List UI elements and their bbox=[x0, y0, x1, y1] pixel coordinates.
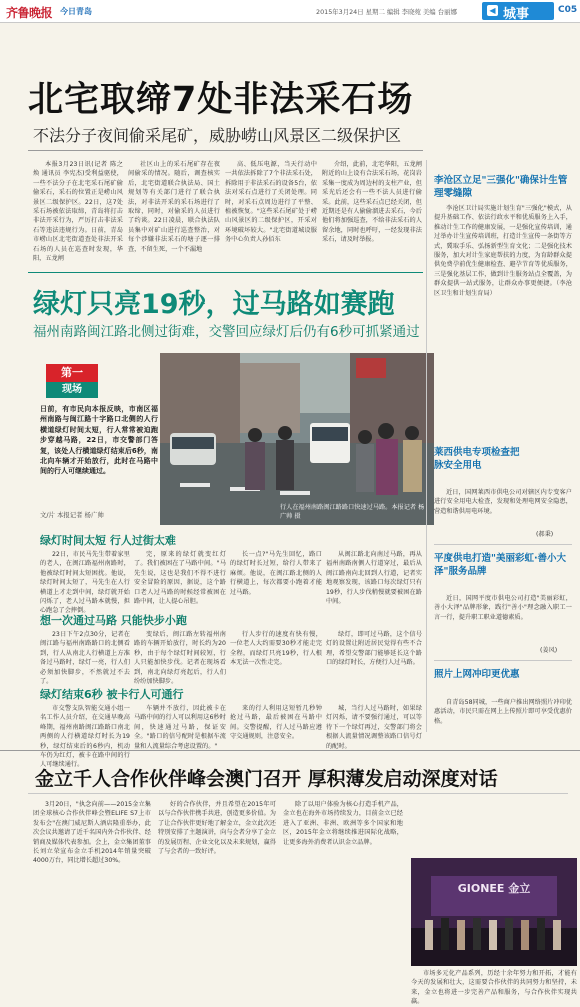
article1-subheadline: 不法分子夜间偷采尾矿，威胁崂山风景区二级保护区 bbox=[33, 126, 402, 145]
photo-logo-text: GIONEE 金立 bbox=[457, 882, 531, 895]
sub3-column-4: 城，当行人过马路时，如果绿灯闪烁，请不要强行通过，可以等待下一个绿灯再过，交警部门将会根据人流量情况调整该路口信号灯的配时。 bbox=[326, 705, 422, 750]
sidebar-byline-3: (姜风) bbox=[540, 647, 558, 654]
article1-column-4: 介绍，此前，北宅华阳，五龙闸附近的山上设有合法采石场，花岗岩采集一度成为周边村的支柱产业，但采光后还会有一些不法人员进行偷采。此前，这些采石点已经关闭，但近期还是有人偷偷溜进去采石，今后他们将加强巡查，不给非法采石的人留余地，同时也呼吁，一经发现非法采石，请及时举报。 bbox=[322, 161, 422, 244]
sidebar-text-1: 李沧区卫计局实施计划生育"三强化"模式，从提升基础工作、依法行政水平和优质服务上入手，推动计生工作的健康发展，一是强化宣传培训，通过举办计生宣传培训班，打造计生宣传一条街等方式，冀取手乐、弘扬新型生育文化；二是强化技术服务，加大对计生家庭帮扶的力度，为育龄群众提供免费孕前优生健康检查、避孕节育等优质服务，三是强化基层工作，做到计生服务站点全覆盖，为群众提供一站式服务，让群众办事更便捷。（李沧区卫生和计划生育局） bbox=[434, 205, 572, 297]
photo-caption: 行人在福州南路闽江路路口快速过马路。本报记者 杨广帅 摄 bbox=[280, 504, 425, 520]
article3-column-1: 3月20日，"执念向前——2015金立集团全球核心合作伙伴峰会暨ELIFE S7上市发布会"在澳门威尼斯人酒店隆重举办，此次会议共邀请了近千名国内外合作伙伴、经销商及媒体代表参加。会上，金立集团董事长刘立荣宣布金立手机2014年销量突破4000万台，同比增长超过30%。 bbox=[33, 801, 151, 865]
article3-column-2: 好的合作伙伴，并且希望在2015年可以与合作伙伴携手共进，创造更多价值。为了让合作伙伴更好地了解金立，金立此次还特别安排了主题演讲，向与会者分享了金立的发展历程、企业文化以及未来规划，赢得了与会者的一致好评。 bbox=[158, 801, 276, 856]
article3-column-4: 市场多元化产品系列，历经十余年努力和开拓，才能有今天的发展和壮大，这需要合作伙伴的共同努力和坚持，未来，金立也将进一步完善产品和服务，与合作伙伴实现共赢。 bbox=[411, 970, 577, 1006]
sub1-column-3: 长一点?"马先生回忆，路口的绿灯时长过短，给行人带来了麻烦。他说，在闽江路北侧的人行横道上，每次都要小跑着才能过马路。 bbox=[230, 551, 322, 596]
sidebar-headline-1: 李沧区立足"三强化"确保计生管理零缝隙 bbox=[434, 175, 568, 199]
sidebar-headline-2: 莱西供电专项检查把脉安全用电 bbox=[434, 447, 520, 471]
street-crossing-photo bbox=[160, 353, 434, 525]
sub2-column-1: 23日下午2点30分，记者在闽江路与福州南路路口的北侧看到，行人从南北人行横道上方准备过马路时，绿灯一亮，行人们必须加快脚步，不然就过不去了。 bbox=[40, 631, 130, 686]
article1-column-1: 本报3月23日讯(记者 陈之焕 通讯员 李宪杰)受利益驱使，一些不法分子在北宅采石尾矿偷偷采石，采石的位置正是崂山风景区二级保护区。22日，这7处采石场被依法取缔，青岛将打击非法开采行为，严厉打击非法采石等违法违规行为。日前，青岛市崂山区北宅街道查处非法开采石场的人员在巡查时发现，华阳，五龙闸 bbox=[33, 161, 123, 263]
sub1-column-1: 22日，市民马先生带着家里的老人，在闽江路福州南路时，他被绿灯时间太短困扰。他说，绿灯时间太短了，马先生在人行横道上才走到中间，绿灯就开始闪烁了，老人过马路本就慢，担心跑急了会摔倒。 bbox=[40, 551, 130, 615]
category-icon: ◀ bbox=[487, 5, 498, 16]
article1-column-2: 社区山上的采石尾矿存在夜间偷采的情况。随后，调查核实后，北宅街道联合执法局、国土规划等有关部门进行了联合执法，对非法开采的采石场进行了取缔，同时，对偷采的人员进行了约谈。22日凌晨，联合执法队员集中对矿山进行巡查整治，对每个涉嫌非法采石的塘子逐一排查，不留生死，一个不漏地 bbox=[128, 161, 220, 253]
sidebar-text-2: 近日，国网莱西市供电公司对辖区内专变客户进行安全用电大检查，发现和处理电网安全隐患，营造和谐供用电环境。 bbox=[434, 489, 572, 515]
sidebar-text-4: 自青岛58同城，一些商户推出网络照片冲印优惠活动，市民只需在网上上传照片即可享受优惠价格。 bbox=[434, 699, 572, 725]
sub2-column-2: 变绿后，闽江路左转福州南路的车辆开始放行，时长约为20秒，由于每个绿灯时间较短，行人只能加快步伐。记者在现场看到，南北向绿灯亮起后，行人们纷纷加快脚步。 bbox=[134, 631, 226, 686]
sub2-column-4: 绿灯，即可过马路，这个信号灯的设置让附近居民觉得有些不合理，希望交警部门能够延长这个路口的绿灯时长，方便行人过马路。 bbox=[326, 631, 422, 667]
conference-illustration bbox=[411, 858, 577, 966]
first-scene-badge: 第一 bbox=[46, 364, 98, 382]
newspaper-logo: 齐鲁晚报 bbox=[6, 6, 53, 20]
conference-photo bbox=[411, 858, 577, 966]
divider bbox=[434, 660, 572, 661]
article1-headline: 北宅取缔7处非法采石场 bbox=[28, 80, 414, 120]
sub1-column-2: 完，原来的绿灯就变红灯了。我们被困在了马路中间。"马先生说，这也是我们不得不进行安全冒险的原因，据说，这个路口老人过马路的时候经常被困在路中间，让人提心吊胆。 bbox=[134, 551, 226, 606]
article2-headline: 绿灯只亮19秒，过马路如赛跑 bbox=[33, 289, 395, 320]
article3-column-3: 除了以用户体验为核心打造手机产品，金立也在海外市场持续发力，目前金立已经进入了亚洲、非洲、欧洲等多个国家和地区，2015年金立将继续推进国际化战略，让更多海外消费者认识金立品牌。 bbox=[283, 801, 403, 846]
section-name: 今日青岛 bbox=[60, 7, 92, 16]
article2-byline: 文/片 本报记者 杨广帅 bbox=[40, 511, 104, 519]
sidebar-headline-4: 照片上网冲印更优惠 bbox=[434, 669, 520, 680]
sub3-column-3: 来的行人利用这短暂几秒钟抢过马路，最后被困在马路中间。交警提醒，行人过马路应遵守交通规则，注意安全。 bbox=[230, 705, 322, 741]
divider bbox=[28, 793, 568, 794]
issue-meta: 2015年3月24日 星期二 编辑 李晓菀 美编 台丽娜 bbox=[316, 8, 457, 16]
sidebar-text-3: 近日，国网平度市供电公司打造"美丽彩虹，善小大泽"品牌形象，践行"善小"理念融入职工一言一行，提升职工职业道德素质。 bbox=[434, 595, 572, 621]
divider bbox=[28, 150, 423, 151]
page-number: C05 bbox=[558, 5, 578, 15]
divider bbox=[0, 750, 580, 751]
divider bbox=[434, 544, 572, 545]
sub3-column-1: 市交警支队智能交通小组一名工作人员介绍，在交通早晚高峰期，福州南路闽江路路口南北两侧的人行横道绿灯时长为19秒，绿灯结束后的6秒内，机动车仍为红灯，被卡在路中间的行人可继续通行。 bbox=[40, 705, 130, 769]
photo-illustration bbox=[160, 353, 434, 525]
sidebar-divider bbox=[426, 160, 427, 732]
article2-subhead-3: 绿灯结束6秒 被卡行人可通行 bbox=[40, 688, 184, 701]
article2-subhead-1: 绿灯时间太短 行人过街太难 bbox=[40, 534, 176, 547]
article3-headline: 金立千人合作伙伴峰会澳门召开 厚积薄发启动深度对话 bbox=[35, 768, 498, 790]
sidebar-headline-3: 平度供电打造"美丽彩虹·善小大泽"服务品牌 bbox=[434, 553, 567, 577]
scene-badge: 现场 bbox=[46, 382, 98, 398]
article2-subheadline: 福州南路闽江路北侧过街难，交警回应绿灯后仍有6秒可抓紧通过 bbox=[33, 324, 420, 340]
article1-column-3: 高、低压电源，当天行动中一共依法拆除了7个非法采石处，拆除用于非法采石的设备5台，依法对采石点进行了关闭处理。同时，对采石点周边进行了平整、植被恢复。"这些采石尾矿处于崂山风景区的二级保护区，开采对环境破坏较大。"北宅街道城设服务中心负责人孙佰东 bbox=[225, 161, 317, 244]
sub2-column-3: 行人步行的速度有快有慢，一位老人大约需要30秒才能走完全程，而绿灯只亮19秒，行人根本无法一次性走完。 bbox=[230, 631, 322, 667]
category-label: 城事 bbox=[503, 7, 530, 22]
sub3-column-2: 车辆并不放行，因此被卡在马路中间的行人可以利用这6秒时间，快速通过马路，保证安全。"路口的信号配时是根据车流量和人流量综合考虑设置的。" bbox=[134, 705, 226, 750]
sidebar-byline-2: (郝秉) bbox=[536, 531, 554, 538]
sub1-column-4: 从闽江路北向南过马路，再从福州南路南侧人行道穿过，最后从闽江路南向北回到人行道，记者实地观察发现，该路口每次绿灯只有19秒，行人步伐稍慢就要被困在路中间。 bbox=[326, 551, 422, 606]
divider bbox=[28, 272, 423, 273]
article2-subhead-2: 想一次通过马路 只能快步小跑 bbox=[40, 614, 187, 627]
article2-lead: 日前，有市民向本报反映，市南区福州南路与闽江路十字路口北侧的人行横道绿灯时间太短，行人常常被迫跑步穿越马路，22日，市交警部门答复，该处人行横道绿灯结束后6秒，南北向车辆才开始放行，此时在马路中间的行人可继续通过。 bbox=[40, 405, 158, 476]
